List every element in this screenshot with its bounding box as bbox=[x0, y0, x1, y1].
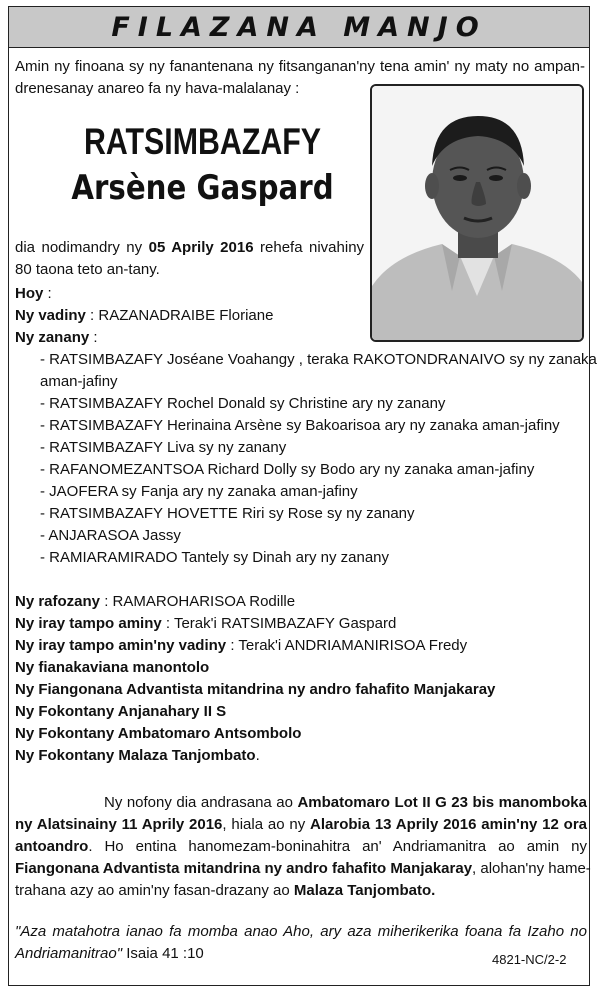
sibling-label: Ny iray tampo aminy bbox=[15, 615, 162, 632]
funeral-line-3 bbox=[15, 836, 587, 858]
hoy-label: Hoy bbox=[15, 285, 44, 302]
child-line: - RAMIARAMIRADO Tantely sy Dinah ary ny zanany bbox=[40, 549, 390, 566]
ad-reference: 4821-NC/2-2 bbox=[492, 952, 567, 967]
sibling-line bbox=[15, 613, 396, 635]
spouse-sibling-value: : Terak'i ANDRIAMANIRISOA Fredy bbox=[230, 637, 468, 654]
verse-reference: Isaia 41 :10 bbox=[122, 945, 204, 962]
verse-line-2 bbox=[15, 943, 204, 965]
funeral-p5a: trahana azy ao amin'ny fasan-drazany ao bbox=[15, 882, 290, 899]
hoy-sep: : bbox=[47, 285, 52, 302]
sibling-value: : Terak'i RATSIMBAZAFY Gaspard bbox=[165, 615, 397, 632]
intro-line-2: drenesanay anareo fa ny hava-malalanay : bbox=[15, 80, 300, 97]
funeral-p2b: , hiala ao ny bbox=[222, 816, 306, 833]
funeral-p2a: ny Alatsinainy 11 Aprily 2016 bbox=[15, 816, 223, 833]
death-line-2: 80 taona teto an-tany. bbox=[15, 261, 160, 278]
child-line: aman-jafiny bbox=[40, 373, 118, 390]
group-line: Ny Fiangonana Advantista mitandrina ny andro fahafito Manjakaray bbox=[15, 681, 496, 698]
death-prefix: dia nodimandry ny bbox=[15, 239, 143, 256]
children-label: Ny zanany bbox=[15, 329, 90, 346]
funeral-line-1 bbox=[104, 792, 587, 814]
death-suffix: rehefa nivahiny bbox=[260, 239, 365, 256]
group-line: Ny Fokontany Ambatomaro Antsombolo bbox=[15, 725, 302, 742]
hoy-line bbox=[15, 283, 52, 305]
funeral-p1b: Ambatomaro Lot II G 23 bis manomboka bbox=[297, 794, 587, 811]
in-law-line bbox=[15, 591, 295, 613]
funeral-line-2 bbox=[15, 814, 587, 836]
in-law-value: : RAMAROHARISOA Rodille bbox=[104, 593, 296, 610]
group-last-end: . bbox=[255, 747, 260, 764]
group-line: Ny fianakaviana manontolo bbox=[15, 659, 210, 676]
funeral-line-4 bbox=[15, 858, 591, 880]
group-last-text: Ny Fokontany Malaza Tanjombato bbox=[15, 747, 256, 764]
in-law-label: Ny rafozany bbox=[15, 593, 101, 610]
deceased-given-names: Arsène Gaspard bbox=[71, 168, 334, 208]
child-line: - RATSIMBAZAFY Rochel Donald sy Christine ary ny zanany bbox=[40, 395, 446, 412]
spouse-sibling-label: Ny iray tampo amin'ny vadiny bbox=[15, 637, 227, 654]
spouse-sibling-line bbox=[15, 635, 467, 657]
child-line: - RATSIMBAZAFY Joséane Voahangy , teraka RAKOTONDRANAIVO sy ny zanaka bbox=[40, 351, 597, 368]
child-line: - RATSIMBAZAFY HOVETTE Riri sy Rose sy ny zanany bbox=[40, 505, 415, 522]
verse-text-end: Andriamanitrao" bbox=[15, 945, 123, 962]
notice-header bbox=[9, 7, 589, 48]
deceased-photo bbox=[370, 84, 584, 342]
death-line-1 bbox=[15, 237, 364, 259]
funeral-p1a: Ny nofony dia andrasana ao bbox=[104, 794, 293, 811]
portrait-photo-icon bbox=[372, 86, 582, 340]
funeral-p3b: . Ho entina hanomezam-boninahitra an' Andriamanitra ao amin ny bbox=[88, 838, 587, 855]
child-line: - JAOFERA sy Fanja ary ny zanaka aman-jafiny bbox=[40, 483, 358, 500]
children-line bbox=[15, 327, 98, 349]
funeral-p2c: Alarobia 13 Aprily 2016 amin'ny 12 ora bbox=[310, 816, 587, 833]
child-line: - RATSIMBAZAFY Herinaina Arsène sy Bakoarisoa ary ny zanaka aman-jafiny bbox=[40, 417, 560, 434]
intro-line-1: Amin ny finoana sy ny fanantenana ny fitsanganan'ny tena amin' ny maty no ampan- bbox=[15, 58, 585, 75]
funeral-p4b: , alohan'ny hame- bbox=[472, 860, 591, 877]
funeral-p3a: antoandro bbox=[15, 838, 89, 855]
notice-title: FILAZANA MANJO bbox=[111, 11, 487, 43]
funeral-line-5 bbox=[15, 880, 435, 902]
child-line: - ANJARASOA Jassy bbox=[40, 527, 181, 544]
child-line: - RAFANOMEZANTSOA Richard Dolly sy Bodo ary ny zanaka aman-jafiny bbox=[40, 461, 535, 478]
group-line: Ny Fokontany Anjanahary II S bbox=[15, 703, 227, 720]
verse-line-1: "Aza matahotra ianao fa momba anao Aho, ary aza miherikerika foana fa Izaho no bbox=[15, 923, 587, 940]
funeral-p4a: Fiangonana Advantista mitandrina ny andro fahafito Manjakaray bbox=[15, 860, 473, 877]
children-sep: : bbox=[93, 329, 98, 346]
group-line-last bbox=[15, 745, 260, 767]
child-line: - RATSIMBAZAFY Liva sy ny zanany bbox=[40, 439, 287, 456]
spouse-line bbox=[15, 305, 273, 327]
spouse-value: : RAZANADRAIBE Floriane bbox=[90, 307, 274, 324]
spouse-label: Ny vadiny bbox=[15, 307, 86, 324]
funeral-p5b: Malaza Tanjombato. bbox=[293, 882, 436, 899]
death-date: 05 Aprily 2016 bbox=[148, 239, 254, 256]
deceased-surname: RATSIMBAZAFY bbox=[83, 121, 322, 162]
